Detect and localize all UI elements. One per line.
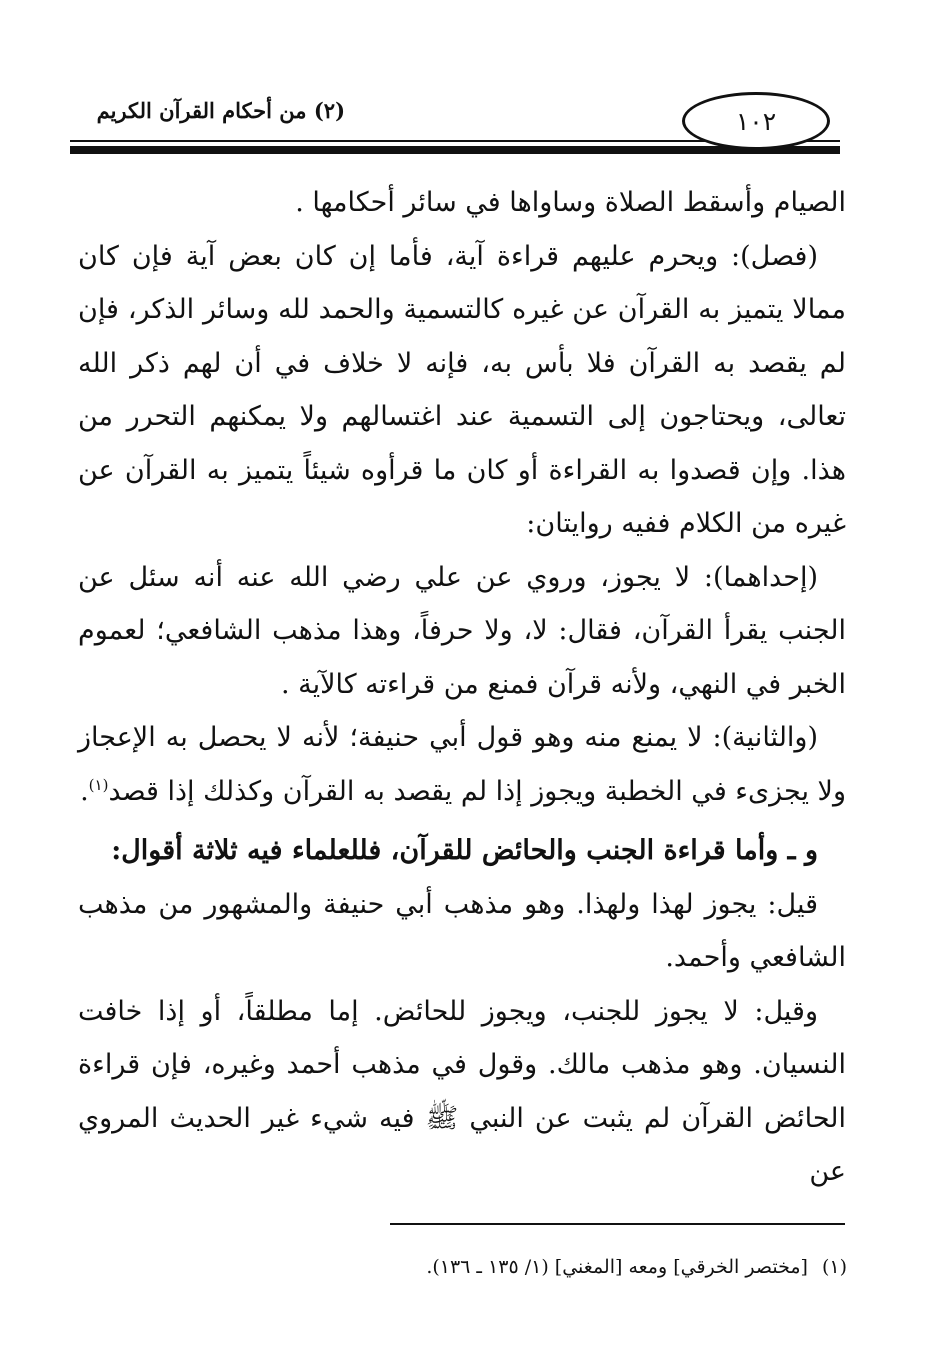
paragraph-first-opinion: قيل: يجوز لهذا ولهذا. وهو مذهب أبي حنيفة والمشهور من مذهب الشافعي وأحمد. [78, 888, 846, 973]
footnote [412, 1256, 847, 1278]
footnote-reference[interactable]: (١) [88, 775, 109, 794]
footnote-text: [مختصر الخرقي] ومعه [المغني] (١/ ١٣٥ ـ ١٣٦). [426, 1256, 808, 1278]
page-number: ١٠٢ [735, 106, 777, 136]
page-header [70, 78, 840, 158]
paragraph-fasl: (فصل): ويحرم عليهم قراءة آية، فأما إن كان بعض آية فإن كان ممالا يتميز به القرآن عن غيره كالتسمية والحمد لله وسائر الذكر، فإن لم يقصد به القرآن فلا بأس به، فإنه لا خلاف في أن لهم ذكر الله تعالى، ويحتاجون إلى التسمية عند اغتسالهم ولا يمكنهم التحرر من هذا. وإن قصدوا به القراءة أو كان ما قرأوه شيئاً يتميز به القرآن عن غيره من الكلام ففيه روايتان: [78, 240, 846, 539]
section-heading: و ـ وأما قراءة الجنب والحائض للقرآن، فللعلماء فيه ثلاثة أقوال: [111, 835, 818, 866]
running-title: (٢) من أحكام القرآن الكريم [96, 98, 345, 123]
footnote-separator [390, 1223, 845, 1225]
page-number-badge [682, 92, 830, 150]
paragraph-second-narration-end: . [80, 775, 89, 807]
paragraph-1: الصيام وأسقط الصلاة وساواها في سائر أحكامها . [295, 187, 846, 218]
footnote-number: (١) [821, 1256, 847, 1278]
paragraph-second-narration [78, 711, 846, 818]
paragraph-second-narration-text: (والثانية): لا يمنع منه وهو قول أبي حنيفة؛ لأنه لا يحصل به الإعجاز ولا يجزىء في الخطبة ويجوز إذا لم يقصد به القرآن وكذلك إذا قصد [78, 722, 846, 807]
page-body [78, 176, 846, 1199]
paragraph-second-opinion: وقيل: لا يجوز للجنب، ويجوز للحائض. إما مطلقاً، أو إذا خافت النسيان. وهو مذهب مالك. وقول في مذهب أحمد وغيره، فإن قراءة الحائض القرآن لم يثبت عن النبي ﷺ فيه شيء غير الحديث المروي عن [78, 995, 846, 1187]
paragraph-first-narration: (إحداهما): لا يجوز، وروي عن علي رضي الله عنه أنه سئل عن الجنب يقرأ القرآن، فقال: لا، ولا حرفاً، وهذا مذهب الشافعي؛ لعموم الخبر في النهي، ولأنه قرآن فمنع من قراءته كالآية . [78, 561, 846, 700]
